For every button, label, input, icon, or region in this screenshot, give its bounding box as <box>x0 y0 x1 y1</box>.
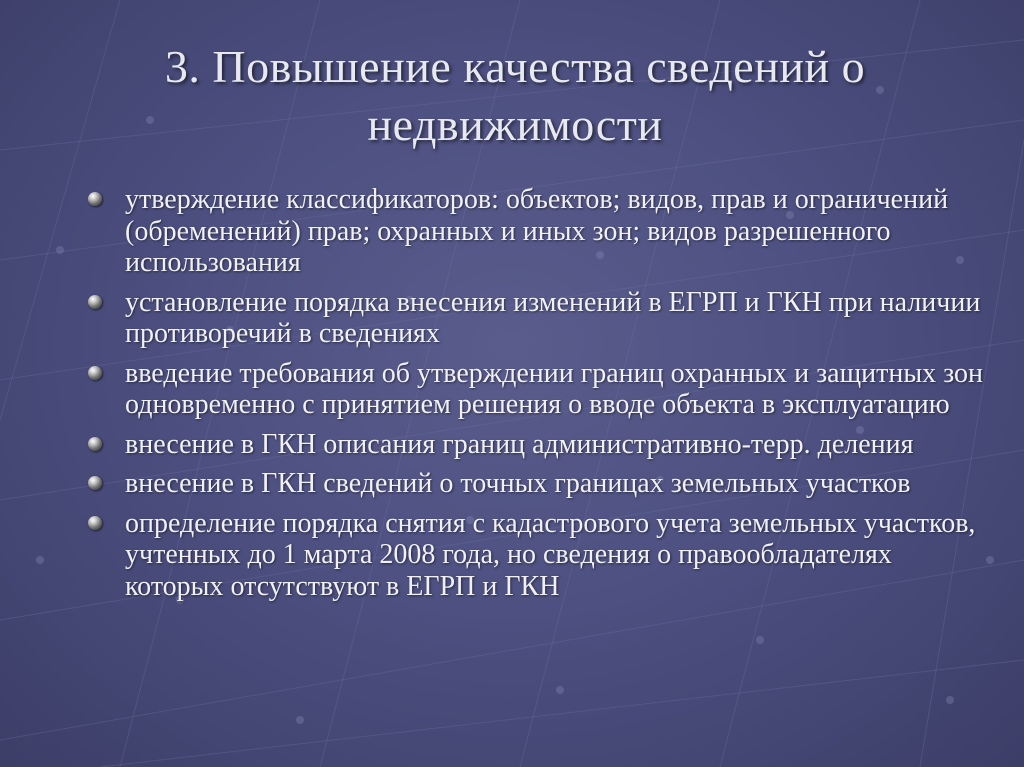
bullet-text: утверждение классификаторов: объектов; видов, прав и ограничений (обременений) прав; охранных и иных зон; видов разрешенного использования <box>125 184 949 278</box>
sphere-bullet-icon <box>88 516 102 530</box>
sphere-bullet-icon <box>88 295 102 309</box>
sphere-bullet-icon <box>88 192 102 206</box>
bullet-text: внесение в ГКН сведений о точных границах земельных участков <box>125 468 911 499</box>
sphere-bullet-icon <box>88 437 102 451</box>
sphere-bullet-icon <box>88 476 102 490</box>
bullet-list <box>88 184 988 610</box>
slide-title: 3. Повышение качества сведений о недвижимости <box>164 41 866 150</box>
bullet-text: введение требования об утверждении границ охранных и защитных зон одновременно с принятием решения о вводе объекта в эксплуатацию <box>125 357 984 420</box>
list-item <box>88 184 988 279</box>
list-item <box>88 429 988 461</box>
bullet-text: установление порядка внесения изменений в ЕГРП и ГКН при наличии противоречий в сведениях <box>125 286 981 349</box>
bullet-text: внесение в ГКН описания границ административно-терр. деления <box>125 428 914 460</box>
list-item <box>88 287 988 350</box>
list-item <box>88 468 988 500</box>
bullet-text: определение порядка снятия с кадастрового учета земельных участков, учтенных до 1 марта 2008 года, но сведения о правообладателях которых отсутствуют в ЕГРП и ГКН <box>125 507 976 602</box>
sphere-bullet-icon <box>88 366 102 380</box>
list-item <box>88 508 988 603</box>
list-item <box>88 358 988 421</box>
